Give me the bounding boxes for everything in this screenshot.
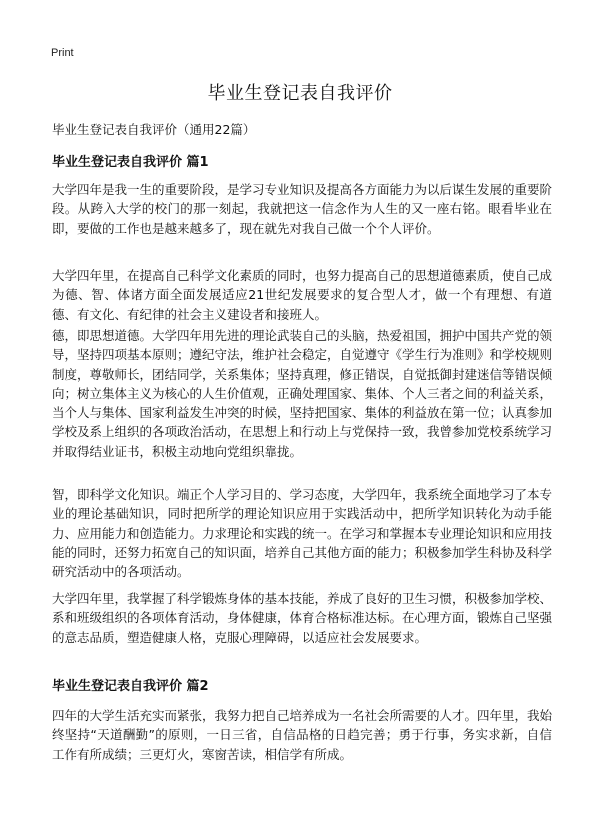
section-heading-1: 毕业生登记表自我评价 篇1 [52,155,209,170]
page-title: 毕业生登记表自我评价 [207,83,393,104]
section-2-paragraph-1: 四年的大学生活充实而紧张，我努力把自己培养成为一名社会所需要的人才。四年里，我始终坚持“天道酬勤”的原则，一日三省，自信品格的日趋完善；勇于行事，务实求新，自信工作有所成绩；三更灯火，寒窗苦读，相信学有所成。 [52,708,553,762]
section-1-paragraph-1: 大学四年是我一生的重要阶段，是学习专业知识及提高各方面能力为以后谋生发展的重要阶段。从跨入大学的校门的那一刻起，我就把这一信念作为人生的又一座右铭。眼看毕业在即，要做的工作也是越来越多了，现在就先对我自己做一个个人评价。 [52,182,553,236]
section-1-paragraph-4: 智，即科学文化知识。端正个人学习目的、学习态度，大学四年，我系统全面地学习了本专业的理论基础知识，同时把所学的理论知识应用于实践活动中，把所学知识转化为动手能力、应用能力和创造能力。力求理论和实践的统一。在学习和掌握本专业理论知识和应用技能的同时，还努力拓宽自己的知识面，培养自己其他方面的能力；积极参加学生科协及科学研究活动中的各项活动。 [52,487,553,580]
section-1-paragraph-3: 德，即思想道德。大学四年用先进的理论武装自己的头脑，热爱祖国，拥护中国共产党的领导，坚持四项基本原则；遵纪守法，维护社会稳定，自觉遵守《学生行为准则》和学校规则制度，尊敬师长，团结同学，关系集体；坚持真理，修正错误，自觉抵御封建迷信等错误倾向；树立集体主义为核心的人生价值观，正确处理国家、集体、个人三者之间的利益关系，当个人与集体、国家利益发生冲突的时候，坚持把国家、集体的利益放在第一位；认真参加学校及系上组织的各项政治活动，在思想上和行动上与党保持一致，我曾参加党校系统学习并取得结业证书，积极主动地向党组织靠拢。 [52,328,553,459]
section-1-paragraph-5: 大学四年里，我掌握了科学锻炼身体的基本技能，养成了良好的卫生习惯，积极参加学校、系和班级组织的各项体育活动，身体健康，体育合格标准达标。在心理方面，锻炼自己坚强的意志品质，塑造健康人格，克服心理障碍，以适应社会发展要求。 [52,591,553,645]
section-heading-2: 毕业生登记表自我评价 篇2 [52,679,209,694]
section-1-paragraph-2: 大学四年里，在提高自己科学文化素质的同时，也努力提高自己的思想道德素质，使自己成为德、智、体诸方面全面发展适应21世纪发展要求的复合型人才，做一个有理想、有道德、有文化、有纪律的社会主义建设者和接班人。 [52,268,553,322]
print-link[interactable]: Print [51,47,74,59]
document-subtitle: 毕业生登记表自我评价（通用22篇） [52,122,256,137]
